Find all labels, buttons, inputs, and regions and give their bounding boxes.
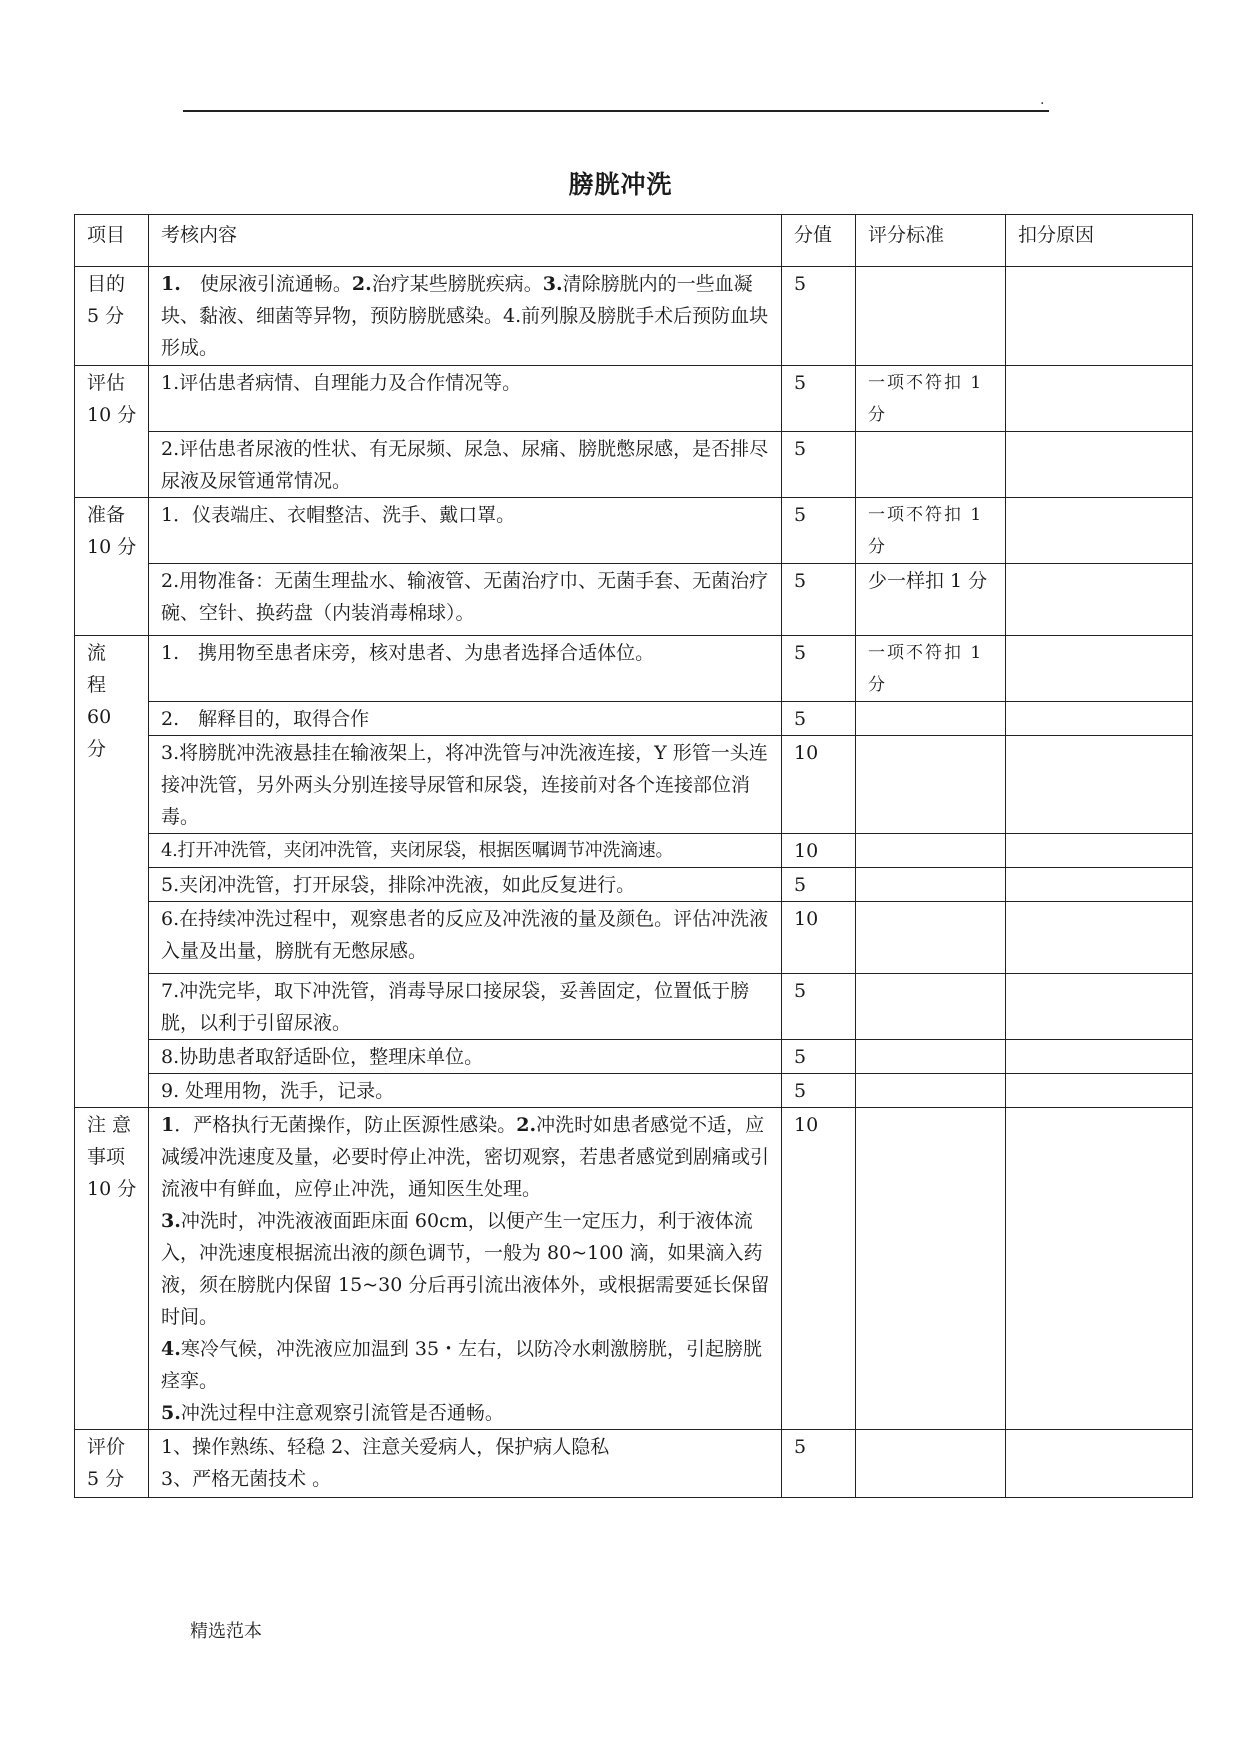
footer-note: 精选范本 — [190, 1621, 262, 1642]
note-item — [161, 1397, 771, 1429]
table-row — [75, 1074, 1193, 1108]
scoring-table — [74, 214, 1193, 1498]
table-row — [75, 834, 1193, 868]
reason-cell — [1006, 1074, 1193, 1108]
page-title: 膀胱冲洗 — [568, 170, 673, 199]
score-cell: 5 — [782, 1040, 856, 1074]
evaluate-line: 1、操作熟练、轻稳 2、注意关爱病人，保护病人隐私 — [161, 1436, 610, 1458]
table-row — [75, 636, 1193, 702]
column-header-reason: 扣分原因 — [1006, 215, 1193, 267]
score-cell: 5 — [782, 564, 856, 636]
reason-cell — [1006, 868, 1193, 902]
item-number: 2. — [351, 273, 372, 295]
standard-cell — [856, 1108, 1006, 1430]
content-cell: 2. 解释目的，取得合作 — [149, 702, 782, 736]
reason-cell — [1006, 974, 1193, 1040]
content-cell: 7.冲洗完毕，取下冲洗管，消毒导尿口接尿袋，妥善固定，位置低于膀胱，以利于引留尿液。 — [149, 974, 782, 1040]
table-row — [75, 267, 1193, 366]
section-points: 5 分 — [87, 305, 125, 327]
reason-cell — [1006, 1430, 1193, 1498]
content-cell: 2.用物准备：无菌生理盐水、输液管、无菌治疗巾、无菌手套、无菌治疗碗、空针、换药盘（内装消毒棉球）。 — [149, 564, 782, 636]
header-dot: . — [1040, 92, 1045, 108]
content-cell: 5.夹闭冲洗管，打开尿袋，排除冲洗液，如此反复进行。 — [149, 868, 782, 902]
table-row — [75, 1040, 1193, 1074]
content-cell — [149, 267, 782, 366]
content-cell: 9. 处理用物，洗手，记录。 — [149, 1074, 782, 1108]
item-number: 3. — [161, 1210, 181, 1232]
score-cell: 5 — [782, 267, 856, 366]
item-text: 冲洗时如患者感觉不适，应减缓冲洗速度及量，必要时停止冲洗，密切观察，若患者感觉到剧痛或引流液中有鲜血，应停止冲洗，通知医生处理。 — [161, 1114, 770, 1200]
reason-cell — [1006, 736, 1193, 834]
section-title: 流 — [87, 642, 107, 664]
table-row — [75, 366, 1193, 432]
section-label-evaluate — [75, 1430, 149, 1498]
section-points: 60 — [87, 706, 112, 728]
table-row — [75, 902, 1193, 974]
score-cell: 5 — [782, 702, 856, 736]
standard-cell — [856, 834, 1006, 868]
item-text: ．严格执行无菌操作，防止医源性感染。 — [174, 1114, 517, 1136]
standard-cell: 一项不符扣 1 分 — [856, 636, 1006, 702]
content-cell: 1．仪表端庄、衣帽整洁、洗手、戴口罩。 — [149, 498, 782, 564]
score-cell: 5 — [782, 868, 856, 902]
section-points: 10 分 — [87, 1178, 137, 1200]
standard-cell — [856, 1040, 1006, 1074]
reason-cell — [1006, 366, 1193, 432]
section-title: 事项 — [87, 1146, 126, 1168]
section-title: 评价 — [87, 1436, 126, 1458]
section-label-purpose — [75, 267, 149, 366]
content-cell: 8.协助患者取舒适卧位，整理床单位。 — [149, 1040, 782, 1074]
item-number: 3. — [542, 273, 563, 295]
reason-cell — [1006, 834, 1193, 868]
note-item — [161, 1109, 771, 1205]
section-points: 5 分 — [87, 1468, 125, 1490]
reason-cell — [1006, 564, 1193, 636]
table-row — [75, 432, 1193, 498]
standard-cell — [856, 902, 1006, 974]
item-text: 寒冷气候，冲洗液应加温到 35・左右，以防冷水刺激膀胱，引起膀胱痉挛。 — [161, 1338, 763, 1392]
column-header-content: 考核内容 — [149, 215, 782, 267]
section-label-process — [75, 636, 149, 1108]
standard-cell: 一项不符扣 1 分 — [856, 366, 1006, 432]
section-title: 目的 — [87, 273, 126, 295]
score-cell: 5 — [782, 366, 856, 432]
table-row — [75, 1108, 1193, 1430]
column-header-item: 项目 — [75, 215, 149, 267]
section-points: 10 分 — [87, 404, 137, 426]
item-number: 4. — [161, 1338, 181, 1360]
table-row — [75, 1430, 1193, 1498]
reason-cell — [1006, 498, 1193, 564]
item-text: 清除膀胱内的一些血凝块、黏液、细菌等异物，预防膀胱感染。4.前列腺及膀胱手术后预防血块形成。 — [161, 273, 769, 359]
item-number: 2. — [516, 1114, 537, 1136]
score-cell: 10 — [782, 1108, 856, 1430]
item-number: 1 — [161, 1114, 175, 1136]
evaluate-line: 3、严格无菌技术 。 — [161, 1468, 332, 1490]
section-points: 分 — [87, 738, 107, 760]
table-row — [75, 974, 1193, 1040]
score-cell: 5 — [782, 974, 856, 1040]
reason-cell — [1006, 267, 1193, 366]
reason-cell — [1006, 1040, 1193, 1074]
reason-cell — [1006, 902, 1193, 974]
standard-cell — [856, 267, 1006, 366]
standard-cell — [856, 868, 1006, 902]
score-cell: 5 — [782, 1074, 856, 1108]
content-cell: 2.评估患者尿液的性状、有无尿频、尿急、尿痛、膀胱憋尿感，是否排尽尿液及尿管通常情况。 — [149, 432, 782, 498]
section-label-prepare — [75, 498, 149, 636]
score-cell: 10 — [782, 834, 856, 868]
score-cell: 5 — [782, 1430, 856, 1498]
column-header-standard: 评分标准 — [856, 215, 1006, 267]
table-row — [75, 868, 1193, 902]
item-number: 1. — [161, 273, 181, 295]
item-text: 使尿液引流通畅。 — [180, 273, 352, 295]
standard-cell — [856, 736, 1006, 834]
note-item — [161, 1333, 771, 1397]
content-cell — [149, 1430, 782, 1498]
standard-cell — [856, 1430, 1006, 1498]
score-cell: 5 — [782, 432, 856, 498]
table-row — [75, 564, 1193, 636]
item-text: 冲洗过程中注意观察引流管是否通畅。 — [180, 1402, 504, 1424]
section-title: 注 意 — [87, 1114, 132, 1136]
table-row — [75, 702, 1193, 736]
score-cell: 5 — [782, 498, 856, 564]
table-row — [75, 736, 1193, 834]
column-header-score: 分值 — [782, 215, 856, 267]
item-number: 5. — [161, 1402, 181, 1424]
standard-cell — [856, 702, 1006, 736]
section-title: 评估 — [87, 372, 126, 394]
section-label-notes — [75, 1108, 149, 1430]
header-rule — [183, 110, 1049, 112]
standard-cell: 一项不符扣 1 分 — [856, 498, 1006, 564]
table-row — [75, 498, 1193, 564]
score-cell: 10 — [782, 736, 856, 834]
content-cell: 3.将膀胱冲洗液悬挂在输液架上，将冲洗管与冲洗液连接，Y 形管一头连接冲洗管，另外两头分别连接导尿管和尿袋，连接前对各个连接部位消毒。 — [149, 736, 782, 834]
reason-cell — [1006, 636, 1193, 702]
section-points: 10 分 — [87, 536, 137, 558]
content-cell — [149, 1108, 782, 1430]
content-cell: 1. 携用物至患者床旁，核对患者、为患者选择合适体位。 — [149, 636, 782, 702]
reason-cell — [1006, 702, 1193, 736]
standard-cell — [856, 1074, 1006, 1108]
reason-cell — [1006, 1108, 1193, 1430]
score-cell: 5 — [782, 636, 856, 702]
content-cell: 1.评估患者病情、自理能力及合作情况等。 — [149, 366, 782, 432]
item-text: 冲洗时，冲洗液液面距床面 60cm，以便产生一定压力，利于液体流入，冲洗速度根据流出液的颜色调节，一般为 80~100 滴，如果滴入药液，须在膀胱内保留 15~30 分后再引流出液体外，或根据需要延长保留时间。 — [161, 1210, 770, 1328]
table-header-row — [75, 215, 1193, 267]
content-cell: 6.在持续冲洗过程中，观察患者的反应及冲洗液的量及颜色。评估冲洗液入量及出量，膀胱有无憋尿感。 — [149, 902, 782, 974]
note-item — [161, 1205, 771, 1333]
standard-cell — [856, 432, 1006, 498]
reason-cell — [1006, 432, 1193, 498]
standard-cell: 少一样扣 1 分 — [856, 564, 1006, 636]
standard-cell — [856, 974, 1006, 1040]
section-title: 程 — [87, 674, 107, 696]
section-title: 准备 — [87, 504, 126, 526]
item-text: 治疗某些膀胱疾病。 — [371, 273, 543, 295]
section-label-assess — [75, 366, 149, 498]
score-cell: 10 — [782, 902, 856, 974]
content-cell: 4.打开冲洗管，夹闭冲洗管，夹闭尿袋，根据医嘱调节冲洗滴速。 — [149, 834, 782, 868]
